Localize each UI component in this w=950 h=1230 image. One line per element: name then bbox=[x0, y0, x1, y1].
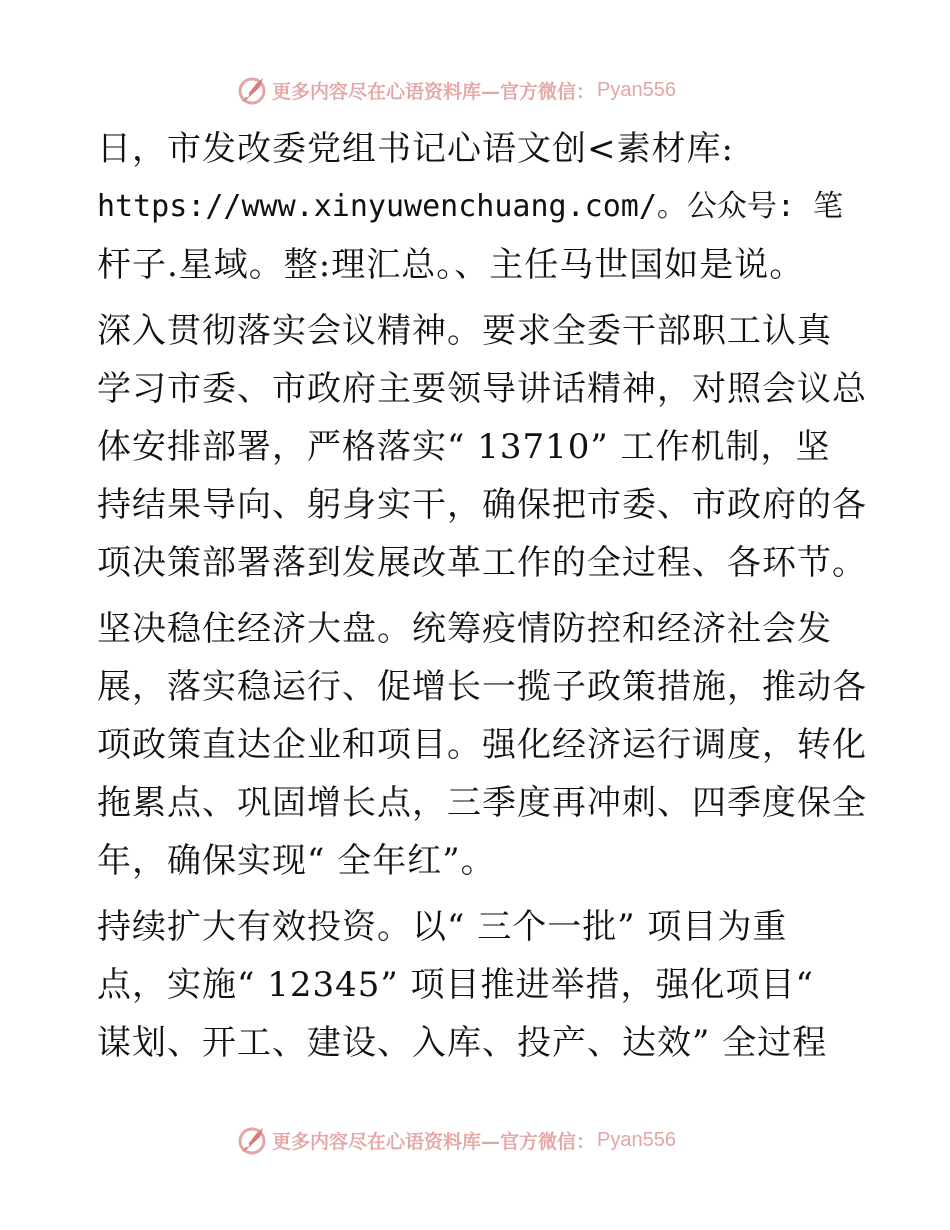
text-line: 持续扩大有效投资。以“ 三个一批” 项目为重 bbox=[97, 907, 788, 947]
text-line: 展，落实稳运行、促增长一揽子政策措施，推动各 bbox=[97, 667, 867, 707]
text-line: 点，实施“ 12345” 项目推进举措，强化项目“ bbox=[97, 965, 814, 1005]
text-line: 杆子.星域。整:理汇总。、主任马世国如是说。 bbox=[97, 245, 805, 285]
paragraph-4 bbox=[97, 898, 857, 1072]
text-line: 坚决稳住经济大盘。统筹疫情防控和经济社会发 bbox=[97, 609, 832, 649]
watermark-wechat-id: Pyan556 bbox=[597, 1128, 676, 1151]
quill-circle-logo-icon bbox=[236, 1124, 268, 1156]
paragraph-3 bbox=[97, 600, 867, 890]
text-line-url: https://www.xinyuwenchuang.com/。公众号: 笔 bbox=[97, 189, 844, 224]
text-line: 谋划、开工、建设、入库、投产、达效” 全过程 bbox=[97, 1023, 828, 1063]
text-line: 体安排部署，严格落实“ 13710” 工作机制，坚 bbox=[97, 427, 831, 467]
header-watermark bbox=[236, 73, 716, 107]
footer-watermark bbox=[236, 1123, 716, 1157]
quill-circle-logo-icon bbox=[236, 74, 268, 106]
paragraph-2 bbox=[97, 302, 867, 592]
text-line: 持结果导向、躬身实干，确保把市委、市政府的各 bbox=[97, 485, 867, 525]
text-line: 日，市发改委党组书记心语文创<素材库: bbox=[97, 129, 734, 169]
text-line: 学习市委、市政府主要领导讲话精神，对照会议总 bbox=[97, 369, 867, 409]
text-line: 项决策部署落到发展改革工作的全过程、各环节。 bbox=[97, 543, 867, 583]
text-line: 年，确保实现“ 全年红”。 bbox=[97, 841, 496, 881]
watermark-wechat-id: Pyan556 bbox=[597, 78, 676, 101]
watermark-text: 更多内容尽在心语资料库—官方微信： bbox=[272, 80, 596, 103]
text-line: 深入贯彻落实会议精神。要求全委干部职工认真 bbox=[97, 311, 832, 351]
text-line: 拖累点、巩固增长点，三季度再冲刺、四季度保全 bbox=[97, 783, 867, 823]
text-line: 项政策直达企业和项目。强化经济运行调度，转化 bbox=[97, 725, 867, 765]
watermark-text: 更多内容尽在心语资料库—官方微信： bbox=[272, 1130, 596, 1153]
document-body bbox=[97, 120, 867, 1080]
paragraph-1 bbox=[97, 120, 857, 294]
